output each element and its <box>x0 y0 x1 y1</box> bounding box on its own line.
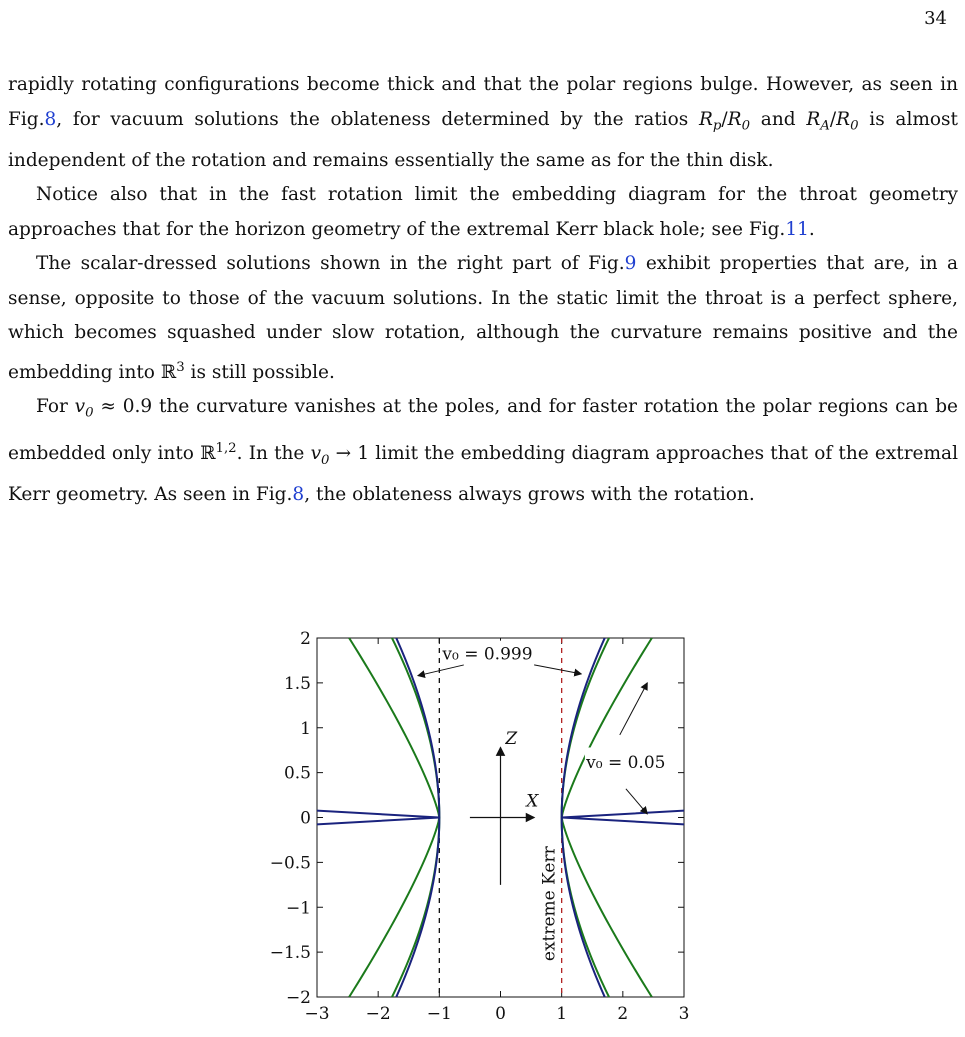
text-run: → 1 limit the embedding diagram approaches that of the extremal Kerr geometry. As seen in Fig. <box>8 442 958 505</box>
y-tick-label: −1 <box>285 898 311 919</box>
slow-rotation-curve <box>562 810 690 824</box>
x-tick-label: −2 <box>365 1004 391 1024</box>
slow-rotation-arrow-up <box>620 683 648 735</box>
paragraph <box>8 178 958 247</box>
math-symbol: v <box>310 442 322 464</box>
text-run: is almost independent of the rotation and remains essentially the same as for the thin disk. <box>8 108 958 171</box>
math-symbol: R <box>727 108 742 130</box>
y-tick-label: −1.5 <box>269 943 311 964</box>
text-run: / <box>829 108 837 130</box>
y-tick-label: −2 <box>285 988 311 1008</box>
text-run: For <box>36 396 75 418</box>
superscript: 1,2 <box>215 440 237 456</box>
figure-reference-link[interactable]: 9 <box>624 253 637 275</box>
slow-rotation-curve <box>311 810 439 824</box>
figure-reference-link[interactable]: 11 <box>785 218 809 240</box>
x-tick-label: 3 <box>678 1004 690 1024</box>
math-symbol: R <box>806 108 821 130</box>
body-text <box>8 68 958 512</box>
x-tick-label: 2 <box>617 1004 629 1024</box>
text-run: is still possible. <box>184 361 335 383</box>
slow-rotation-arrow-down <box>626 789 647 814</box>
text-run: ≈ 0.9 the curvature vanishes at the poles, and for faster rotation the polar regions can be embedded only into ℝ <box>8 396 959 464</box>
math-symbol: R <box>698 108 713 130</box>
y-tick-label: 1 <box>300 718 311 739</box>
x-tick-label: −3 <box>304 1004 330 1024</box>
subscript: 0 <box>85 406 94 422</box>
fast-rotation-arrow-left <box>418 665 464 676</box>
paragraph <box>8 247 958 390</box>
subscript: p <box>712 118 722 134</box>
math-symbol: R <box>836 108 851 130</box>
figure-reference-link[interactable]: 8 <box>44 108 57 130</box>
text-run: and <box>750 108 807 130</box>
y-tick-label: −0.5 <box>269 853 311 874</box>
embedding-diagram-figure <box>260 625 720 1033</box>
text-run: / <box>721 108 728 130</box>
text-run: rapidly rotating configurations become thick and that the polar regions bulge. However, as seen in Fig. <box>8 74 958 130</box>
subscript: 0 <box>321 452 330 468</box>
subscript: 0 <box>741 118 751 134</box>
subscript: 0 <box>850 118 859 134</box>
extreme-kerr-label: extreme Kerr <box>539 846 560 962</box>
y-tick-label: 1.5 <box>283 673 311 694</box>
text-run: . In the <box>236 442 311 464</box>
fast-rotation-arrow-right <box>534 665 581 674</box>
embedding-diagram-chart <box>260 625 720 1033</box>
z-axis-label: Z <box>505 728 518 749</box>
x-tick-label: −1 <box>426 1004 452 1024</box>
x-tick-label: 1 <box>556 1004 568 1024</box>
fast-rotation-label: v₀ = 0.999 <box>442 644 533 665</box>
figure-reference-link[interactable]: 8 <box>292 483 305 505</box>
text-run: The scalar-dressed solutions shown in the right part of Fig. <box>36 253 625 275</box>
y-tick-label: 0.5 <box>283 763 311 784</box>
paragraph <box>8 68 958 178</box>
text-run: , for vacuum solutions the oblateness determined by the ratios <box>56 108 699 130</box>
y-tick-label: 2 <box>300 629 311 649</box>
page-number: 34 <box>924 8 947 29</box>
x-axis-label: X <box>526 791 539 812</box>
paragraph <box>8 390 958 512</box>
y-tick-label: 0 <box>300 808 311 829</box>
text-run: exhibit properties that are, in a sense, opposite to those of the vacuum solutions. In the static limit the throat is a perfect sphere, which becomes squashed under slow rotation, although the curvature remains positive and the embedding into ℝ <box>8 253 958 383</box>
x-tick-label: 0 <box>495 1004 506 1024</box>
superscript: 3 <box>176 359 185 375</box>
text-run: . <box>808 218 815 240</box>
slow-rotation-label: v₀ = 0.05 <box>586 753 666 774</box>
text-run: , the oblateness always grows with the rotation. <box>304 483 755 505</box>
text-run: Notice also that in the fast rotation limit the embedding diagram for the throat geometry approaches that for the horizon geometry of the extremal Kerr black hole; see Fig. <box>8 184 958 240</box>
subscript: A <box>820 118 830 134</box>
math-symbol: v <box>74 396 86 418</box>
